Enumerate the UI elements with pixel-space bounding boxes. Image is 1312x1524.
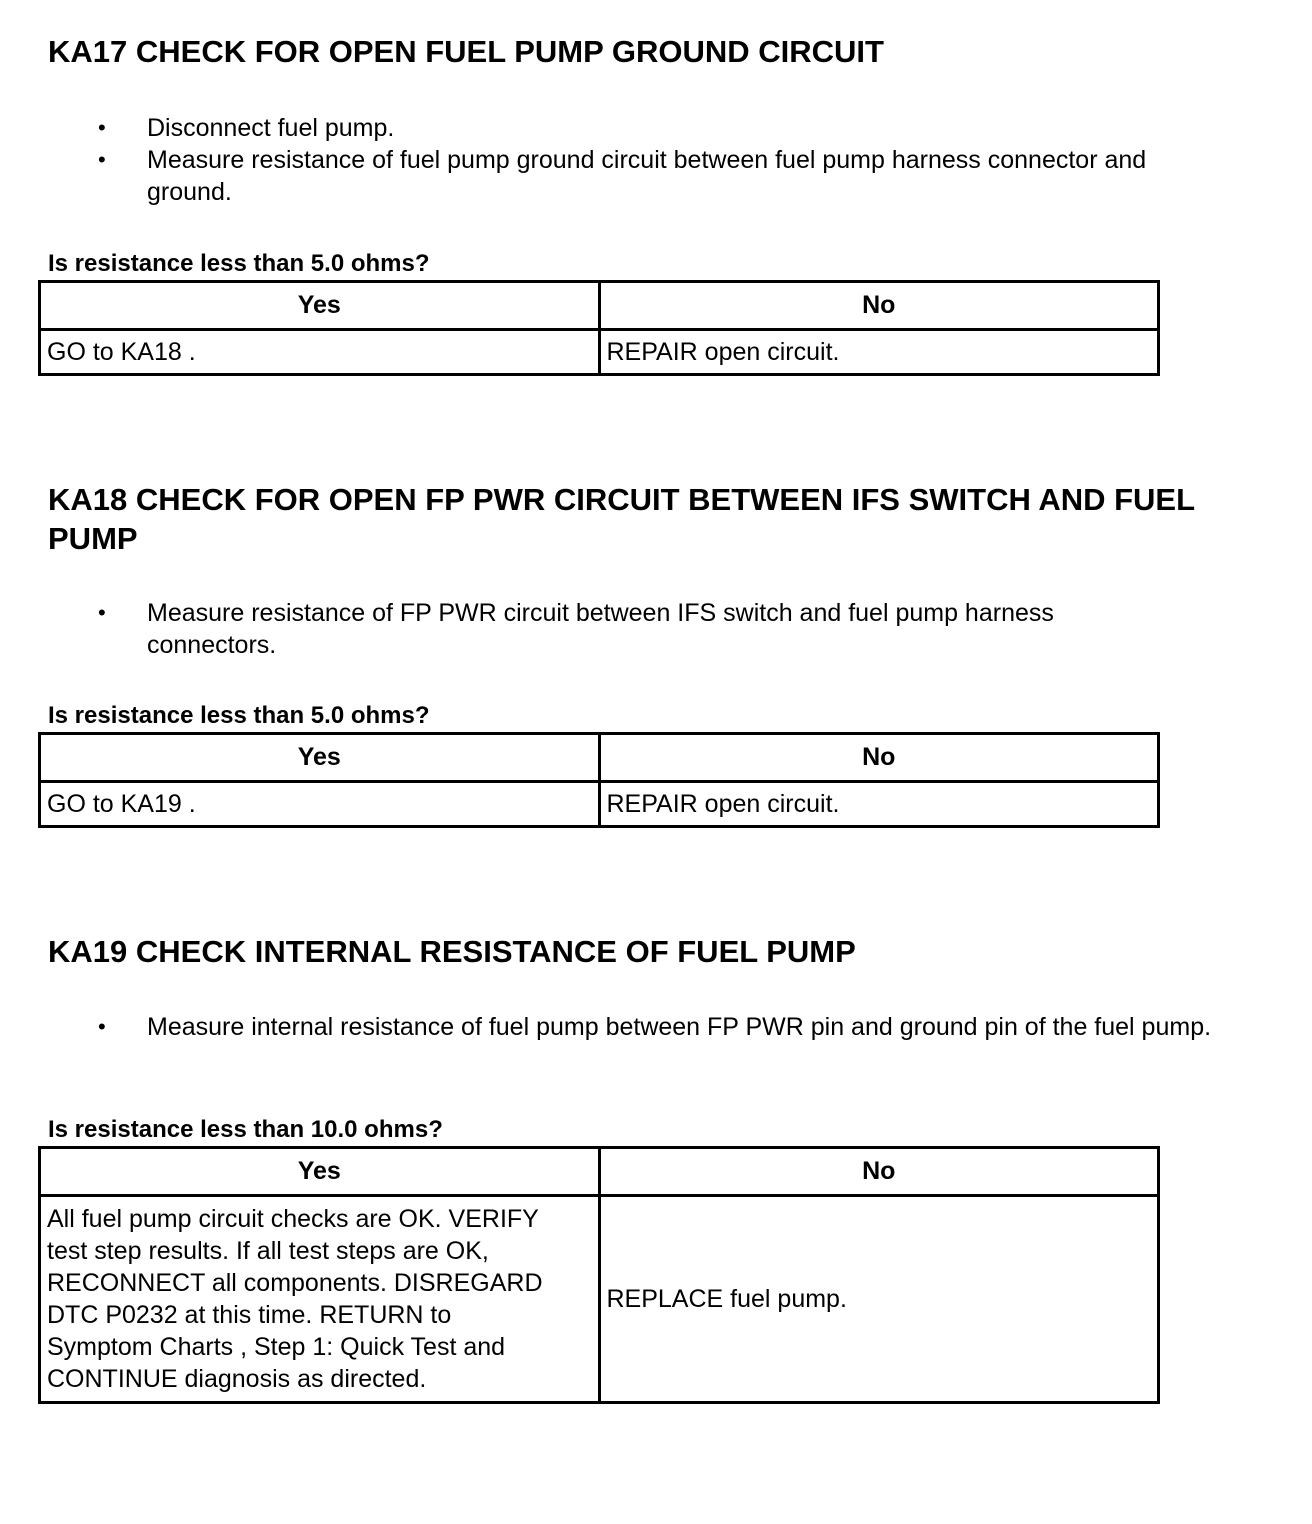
table-header-row [40, 282, 1159, 330]
header-no: No [599, 734, 1159, 782]
cell-no: REPAIR open circuit. [599, 330, 1159, 375]
result-table-ka19 [38, 1146, 1160, 1404]
cell-yes: All fuel pump circuit checks are OK. VERIFY test step results. If all test steps are OK, RECONNECT all components. DISREGARD DTC P0232 at this time. RETURN to Symptom Charts , Step 1: Quick Test and CONTINUE diagnosis as directed. [40, 1196, 600, 1403]
table-row [40, 782, 1159, 827]
cell-yes: GO to KA18 . [40, 330, 600, 375]
cell-yes: GO to KA19 . [40, 782, 600, 827]
list-item: • Disconnect fuel pump. [98, 114, 395, 142]
bullet-icon: • [98, 600, 106, 625]
question-ka18: Is resistance less than 5.0 ohms? [48, 702, 430, 729]
bullet-icon: • [98, 1014, 106, 1039]
step-list-ka18 [0, 597, 1167, 661]
cell-no: REPLACE fuel pump. [599, 1196, 1159, 1403]
table-header-row [40, 1148, 1159, 1196]
result-table-ka17 [38, 280, 1160, 376]
question-ka19: Is resistance less than 10.0 ohms? [48, 1116, 443, 1143]
header-no: No [599, 282, 1159, 330]
section-title-ka18: KA18 CHECK FOR OPEN FP PWR CIRCUIT BETWEEN IFS SWITCH AND FUEL PUMP [48, 482, 1195, 556]
table-row [40, 1196, 1159, 1403]
result-table-ka18 [38, 732, 1160, 828]
question-ka17: Is resistance less than 5.0 ohms? [48, 250, 430, 277]
table-row [40, 330, 1159, 375]
section-title-ka17: KA17 CHECK FOR OPEN FUEL PUMP GROUND CIRCUIT [48, 34, 884, 69]
header-no: No [599, 1148, 1159, 1196]
bullet-icon: • [98, 147, 106, 172]
step-list-ka17 [0, 112, 1247, 208]
list-item: • Measure resistance of FP PWR circuit between IFS switch and fuel pump harness connectors. [98, 599, 1054, 659]
header-yes: Yes [40, 1148, 600, 1196]
list-item: • Measure resistance of fuel pump ground circuit between fuel pump harness connector and ground. [98, 146, 1147, 206]
section-title-ka19: KA19 CHECK INTERNAL RESISTANCE OF FUEL PUMP [48, 934, 856, 969]
step-list-ka19 [0, 1011, 1257, 1043]
cell-no: REPAIR open circuit. [599, 782, 1159, 827]
list-item: • Measure internal resistance of fuel pump between FP PWR pin and ground pin of the fuel pump. [98, 1013, 1212, 1041]
bullet-icon: • [98, 115, 106, 140]
table-header-row [40, 734, 1159, 782]
header-yes: Yes [40, 282, 600, 330]
header-yes: Yes [40, 734, 600, 782]
